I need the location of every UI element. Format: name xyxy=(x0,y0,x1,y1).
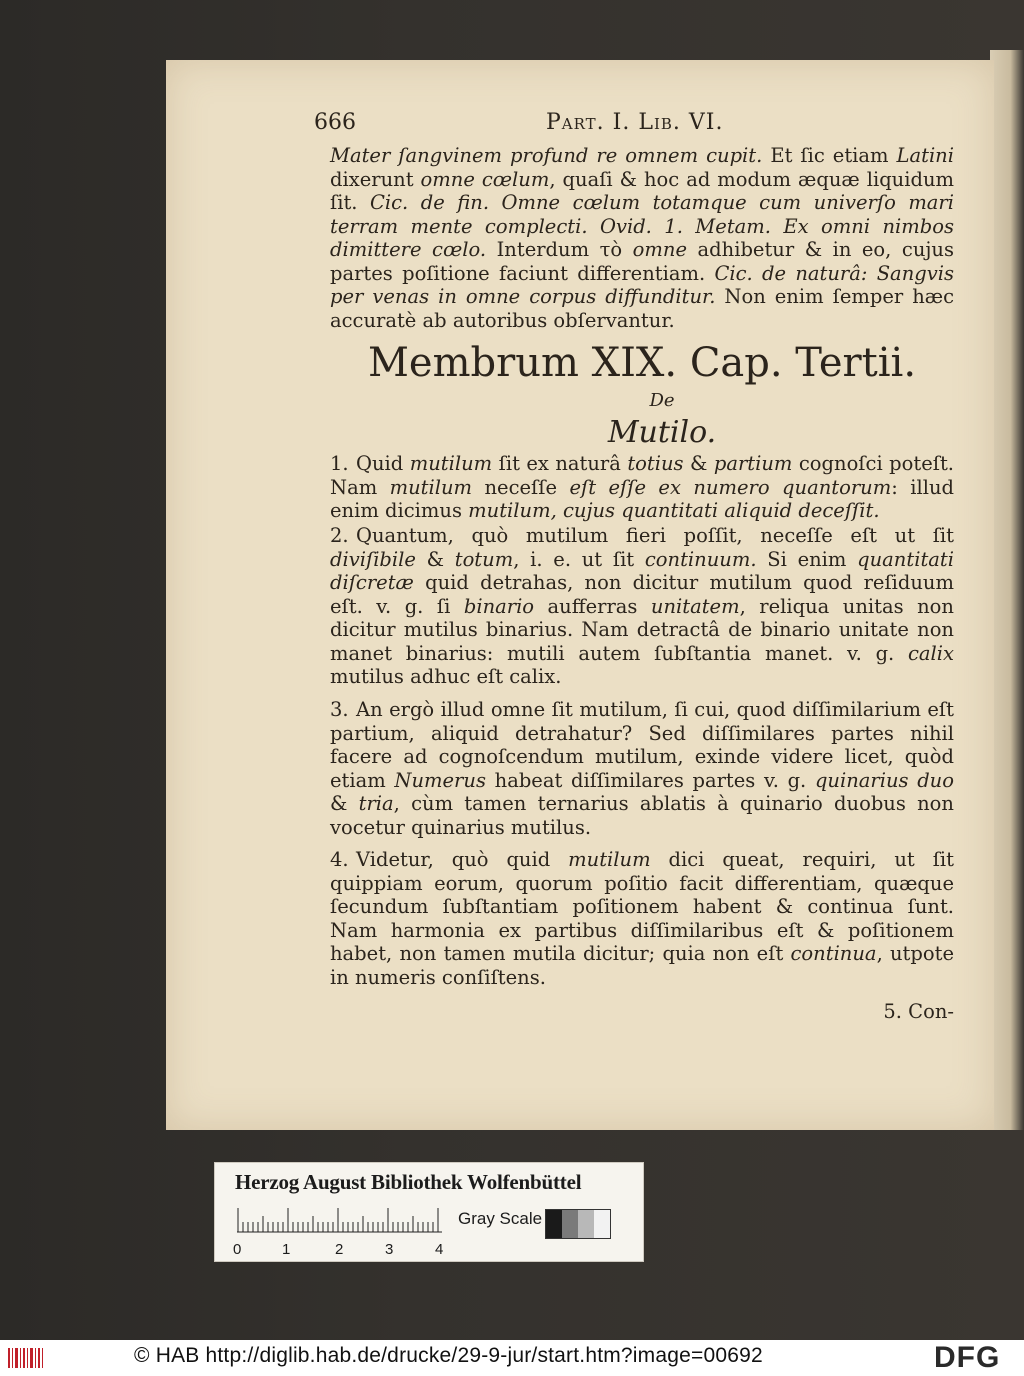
ruler-number: 2 xyxy=(335,1241,344,1258)
gray-swatch xyxy=(578,1210,594,1238)
ruler-number: 4 xyxy=(435,1241,444,1258)
gray-scale-swatches xyxy=(545,1209,611,1239)
paragraph-number: 4. xyxy=(330,848,349,871)
book-page xyxy=(166,60,994,1130)
paragraph-text: An ergò illud omne ſit mutilum, ſi cui, quod diſſimilarium eſt partium, aliquid detrahatur? Sed diſſimilares partes nihil facere ad cognoſcendum mutilum, exinde videre licet, quòd etiam Numerus habeat diſſimilares partes v. g. quinarius duo & tria, cùm tamen ternarius ablatis à quinario duobus non vocetur quinarius mutilus. xyxy=(330,698,954,839)
paragraph-text: Quid mutilum ſit ex naturâ totius & partium cognoſci poteſt. Nam mutilum neceſſe eſt eſſe ex numero quantorum: illud enim dicimus mutilum, cujus quantitati aliquid deceſſit. xyxy=(330,452,954,522)
subheading-title: Mutilo. xyxy=(607,415,717,450)
paragraph-3 xyxy=(330,698,954,839)
gray-swatch xyxy=(562,1210,578,1238)
catchword: 5. Con- xyxy=(883,1000,954,1023)
paragraph-number: 2. xyxy=(330,524,349,547)
paragraph-intro: Mater ſangvinem profund re omnem cupit. Et ſic etiam Latini dixerunt omne cœlum, quaſi & hoc ad modum æquæ liquidum ſit. Cic. de fin. Omne cœlum totamque cum univerſo mari terram mente complecti. Ovid. 1. Metam. Ex omni nimbos dimittere cœlo. Interdum τὸ omne adhibetur & in eo, cujus partes poſitione faciunt differentiam. Cic. de naturâ: Sangvis per venas in omne corpus diffunditur. Non enim ſemper hæc accuratè ab autoribus obſervantur. xyxy=(330,144,955,332)
barcode-icon xyxy=(6,1344,46,1372)
library-label xyxy=(214,1162,644,1262)
gray-swatch xyxy=(546,1210,562,1238)
paragraph-number: 3. xyxy=(330,698,349,721)
gray-swatch xyxy=(594,1210,610,1238)
subheading-de: De xyxy=(649,390,675,411)
ruler-ticks xyxy=(237,1207,447,1233)
paragraph-1 xyxy=(330,452,954,523)
gray-scale-label: Gray Scale xyxy=(458,1209,543,1228)
ruler-number: 0 xyxy=(233,1241,242,1258)
paragraph-text: Quantum, quò mutilum fieri poſſit, neceſſe eſt ut ſit diviſibile & totum, i. e. ut ſit continuum. Si enim quantitati diſcretæ quid detrahas, non dicitur mutilum quod reſiduum eſt. v. g. ſi binario aufferras unitatem, reliqua unitas non dicitur mutilus binarius. Nam detractâ de binario unitate non manet binarius: mutili autem ſubſtantia manet. v. g. calix mutilus adhuc eſt calix. xyxy=(330,524,954,688)
permalink-link[interactable]: © HAB http://diglib.hab.de/drucke/29-9-jur/start.htm?image=00692 xyxy=(134,1344,763,1367)
library-name: Herzog August Bibliothek Wolfenbüttel xyxy=(235,1170,582,1194)
ruler-number: 1 xyxy=(282,1241,291,1258)
paragraph-2 xyxy=(330,524,954,689)
next-page-edge xyxy=(990,50,1024,1130)
page-header xyxy=(314,110,954,140)
paragraph-number: 1. xyxy=(330,452,349,475)
dfg-logo: DFG xyxy=(934,1341,1001,1374)
paragraph-text: Videtur, quò quid mutilum dici queat, requiri, ut ſit quippiam eorum, quorum poſitio facit differentiam, quæque ſecundum ſubſtantiam poſitionem habent & continua ſunt. Nam harmonia ex partibus diſſimilaribus eſt & poſitionem habet, non tamen mutila dicitur; quia non eſt continua, utpote in numeris conſiſtens. xyxy=(330,848,954,989)
paragraph-4 xyxy=(330,848,954,989)
running-title: Part. I. Lib. VI. xyxy=(546,110,724,135)
section-heading: Membrum XIX. Cap. Tertii. xyxy=(367,340,917,386)
page-number: 666 xyxy=(314,110,356,135)
ruler-number: 3 xyxy=(385,1241,394,1258)
viewer-footer xyxy=(0,1340,1024,1376)
ruler xyxy=(237,1207,447,1233)
